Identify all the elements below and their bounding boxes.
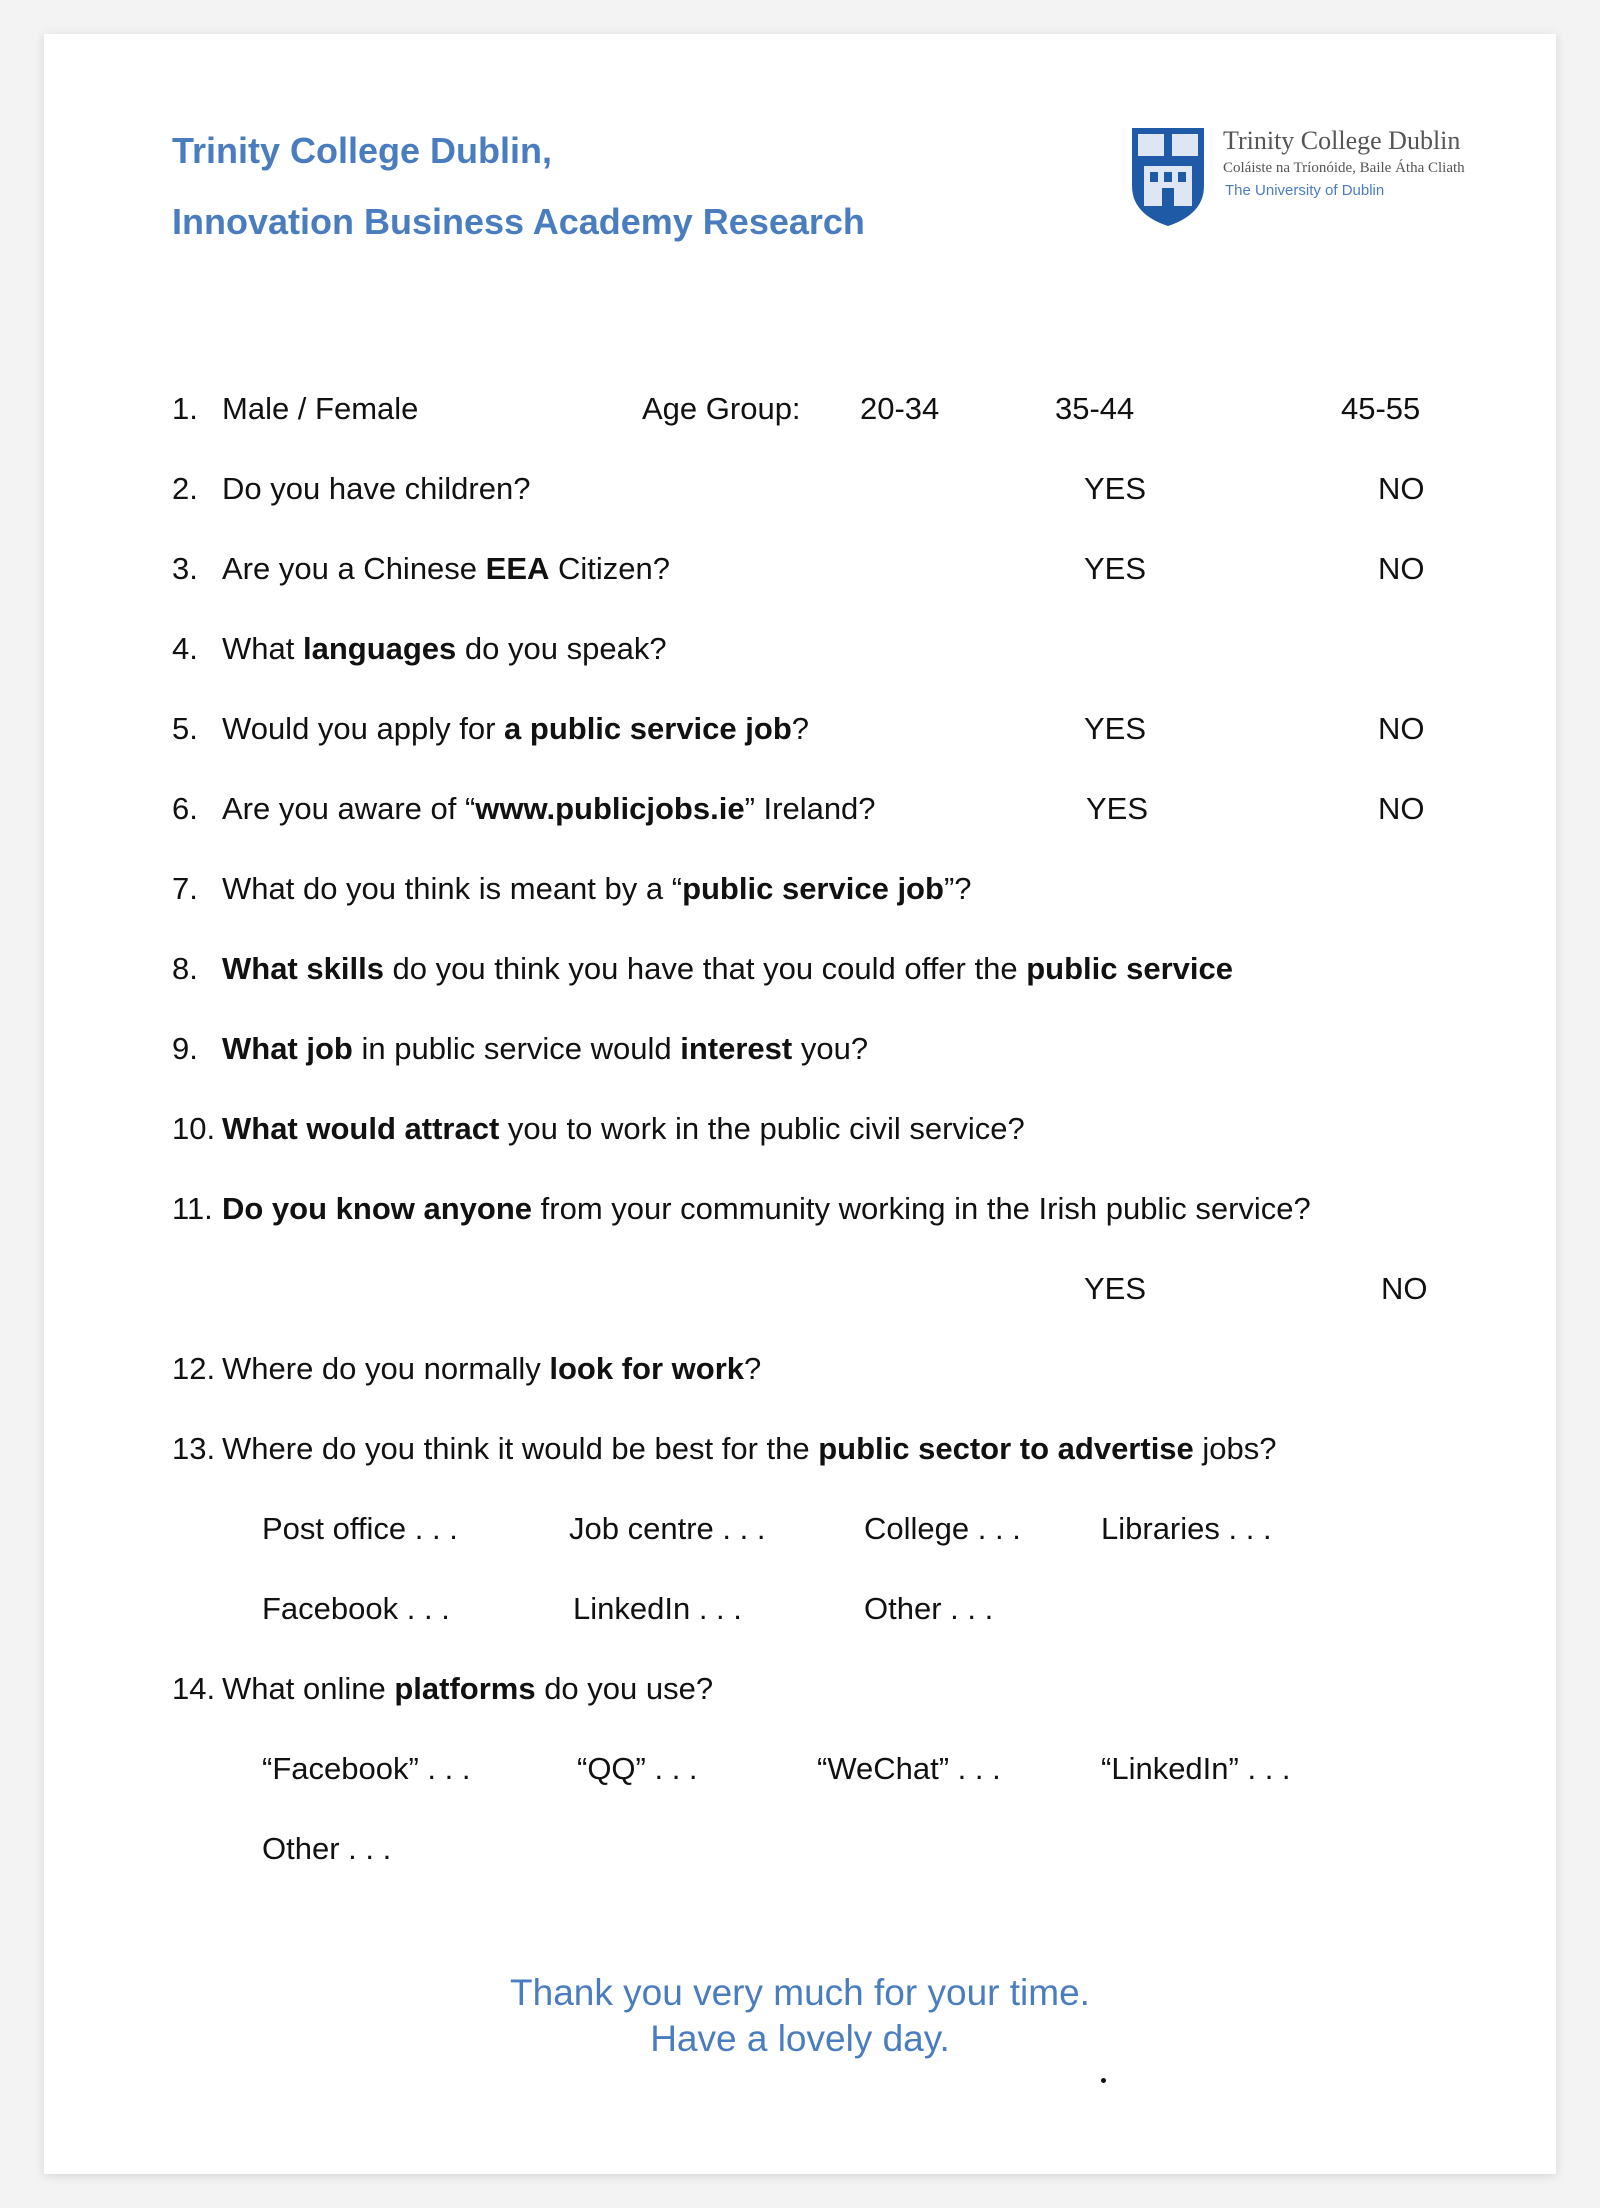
no-option[interactable]: NO [1378, 791, 1425, 826]
option-libraries[interactable]: Libraries . . . [1101, 1511, 1272, 1546]
question-text: Where do you normally look for work? [222, 1351, 762, 1386]
question-number: 7. [172, 871, 198, 906]
question-text: Where do you think it would be best for the public sector to advertise jobs? [222, 1431, 1277, 1466]
question-text: What job in public service would interest you? [222, 1031, 869, 1066]
option-college[interactable]: College . . . [864, 1511, 1021, 1546]
question-text: What would attract you to work in the public civil service? [222, 1111, 1025, 1146]
option-post-office[interactable]: Post office . . . [262, 1511, 458, 1546]
no-option[interactable]: NO [1378, 551, 1425, 586]
question-text: What languages do you speak? [222, 631, 667, 666]
question-text: Are you a Chinese EEA Citizen? [222, 551, 671, 586]
option-wechat[interactable]: “WeChat” . . . [817, 1751, 1001, 1786]
thank-you-line2: Have a lovely day. [650, 2018, 950, 2059]
question-number: 9. [172, 1031, 198, 1066]
no-option[interactable]: NO [1378, 471, 1425, 506]
yes-option[interactable]: YES [1086, 791, 1149, 826]
question-number: 3. [172, 551, 198, 586]
question-number: 12. [172, 1351, 216, 1386]
question-text: What skills do you think you have that you could offer the public service [222, 951, 1233, 986]
logo-university: The University of Dublin [1225, 182, 1385, 199]
header-title-line1: Trinity College Dublin, [172, 130, 553, 171]
question-number: 6. [172, 791, 198, 826]
thank-you-line1: Thank you very much for your time. [510, 1972, 1090, 2013]
question-number: 14. [172, 1671, 216, 1706]
question-text: Would you apply for a public service job? [222, 711, 809, 746]
yes-option[interactable]: YES [1084, 1271, 1147, 1306]
question-text: Are you aware of “www.publicjobs.ie” Ireland? [222, 791, 876, 826]
yes-option[interactable]: YES [1084, 711, 1147, 746]
question-text: Do you know anyone from your community working in the Irish public service? [222, 1191, 1311, 1226]
option-facebook[interactable]: “Facebook” . . . [262, 1751, 471, 1786]
tcd-shield-icon [1130, 126, 1206, 228]
question-text: What online platforms do you use? [222, 1671, 714, 1706]
option-facebook[interactable]: Facebook . . . [262, 1591, 450, 1626]
question-number: 2. [172, 471, 198, 506]
header-title-line2: Innovation Business Academy Research [172, 201, 865, 242]
age-group-label: Age Group: [642, 391, 801, 426]
question-text: What do you think is meant by a “public service job”? [222, 871, 972, 906]
question-number: 11. [172, 1191, 213, 1226]
option-linkedin[interactable]: LinkedIn . . . [573, 1591, 742, 1626]
question-text: Do you have children? [222, 471, 531, 506]
question-number: 5. [172, 711, 198, 746]
logo-irish-name: Coláiste na Tríonóide, Baile Átha Cliath [1223, 160, 1465, 176]
age-option-20-34[interactable]: 20-34 [860, 391, 940, 426]
option-other[interactable]: Other . . . [262, 1831, 392, 1866]
tcd-logo [1130, 126, 1500, 236]
logo-name: Trinity College Dublin [1223, 126, 1461, 155]
option-other[interactable]: Other . . . [864, 1591, 994, 1626]
stray-dot [1101, 2078, 1106, 2083]
option-job-centre[interactable]: Job centre . . . [569, 1511, 766, 1546]
age-option-45-55[interactable]: 45-55 [1341, 391, 1421, 426]
age-option-35-44[interactable]: 35-44 [1055, 391, 1135, 426]
no-option[interactable]: NO [1378, 711, 1425, 746]
option-qq[interactable]: “QQ” . . . [577, 1751, 698, 1786]
option-linkedin[interactable]: “LinkedIn” . . . [1101, 1751, 1291, 1786]
question-number: 4. [172, 631, 198, 666]
question-number: 8. [172, 951, 198, 986]
question-text: Male / Female [222, 391, 419, 426]
yes-option[interactable]: YES [1084, 551, 1147, 586]
yes-option[interactable]: YES [1084, 471, 1147, 506]
question-number: 13. [172, 1431, 216, 1466]
no-option[interactable]: NO [1381, 1271, 1428, 1306]
question-number: 10. [172, 1111, 216, 1146]
question-number: 1. [172, 391, 198, 426]
